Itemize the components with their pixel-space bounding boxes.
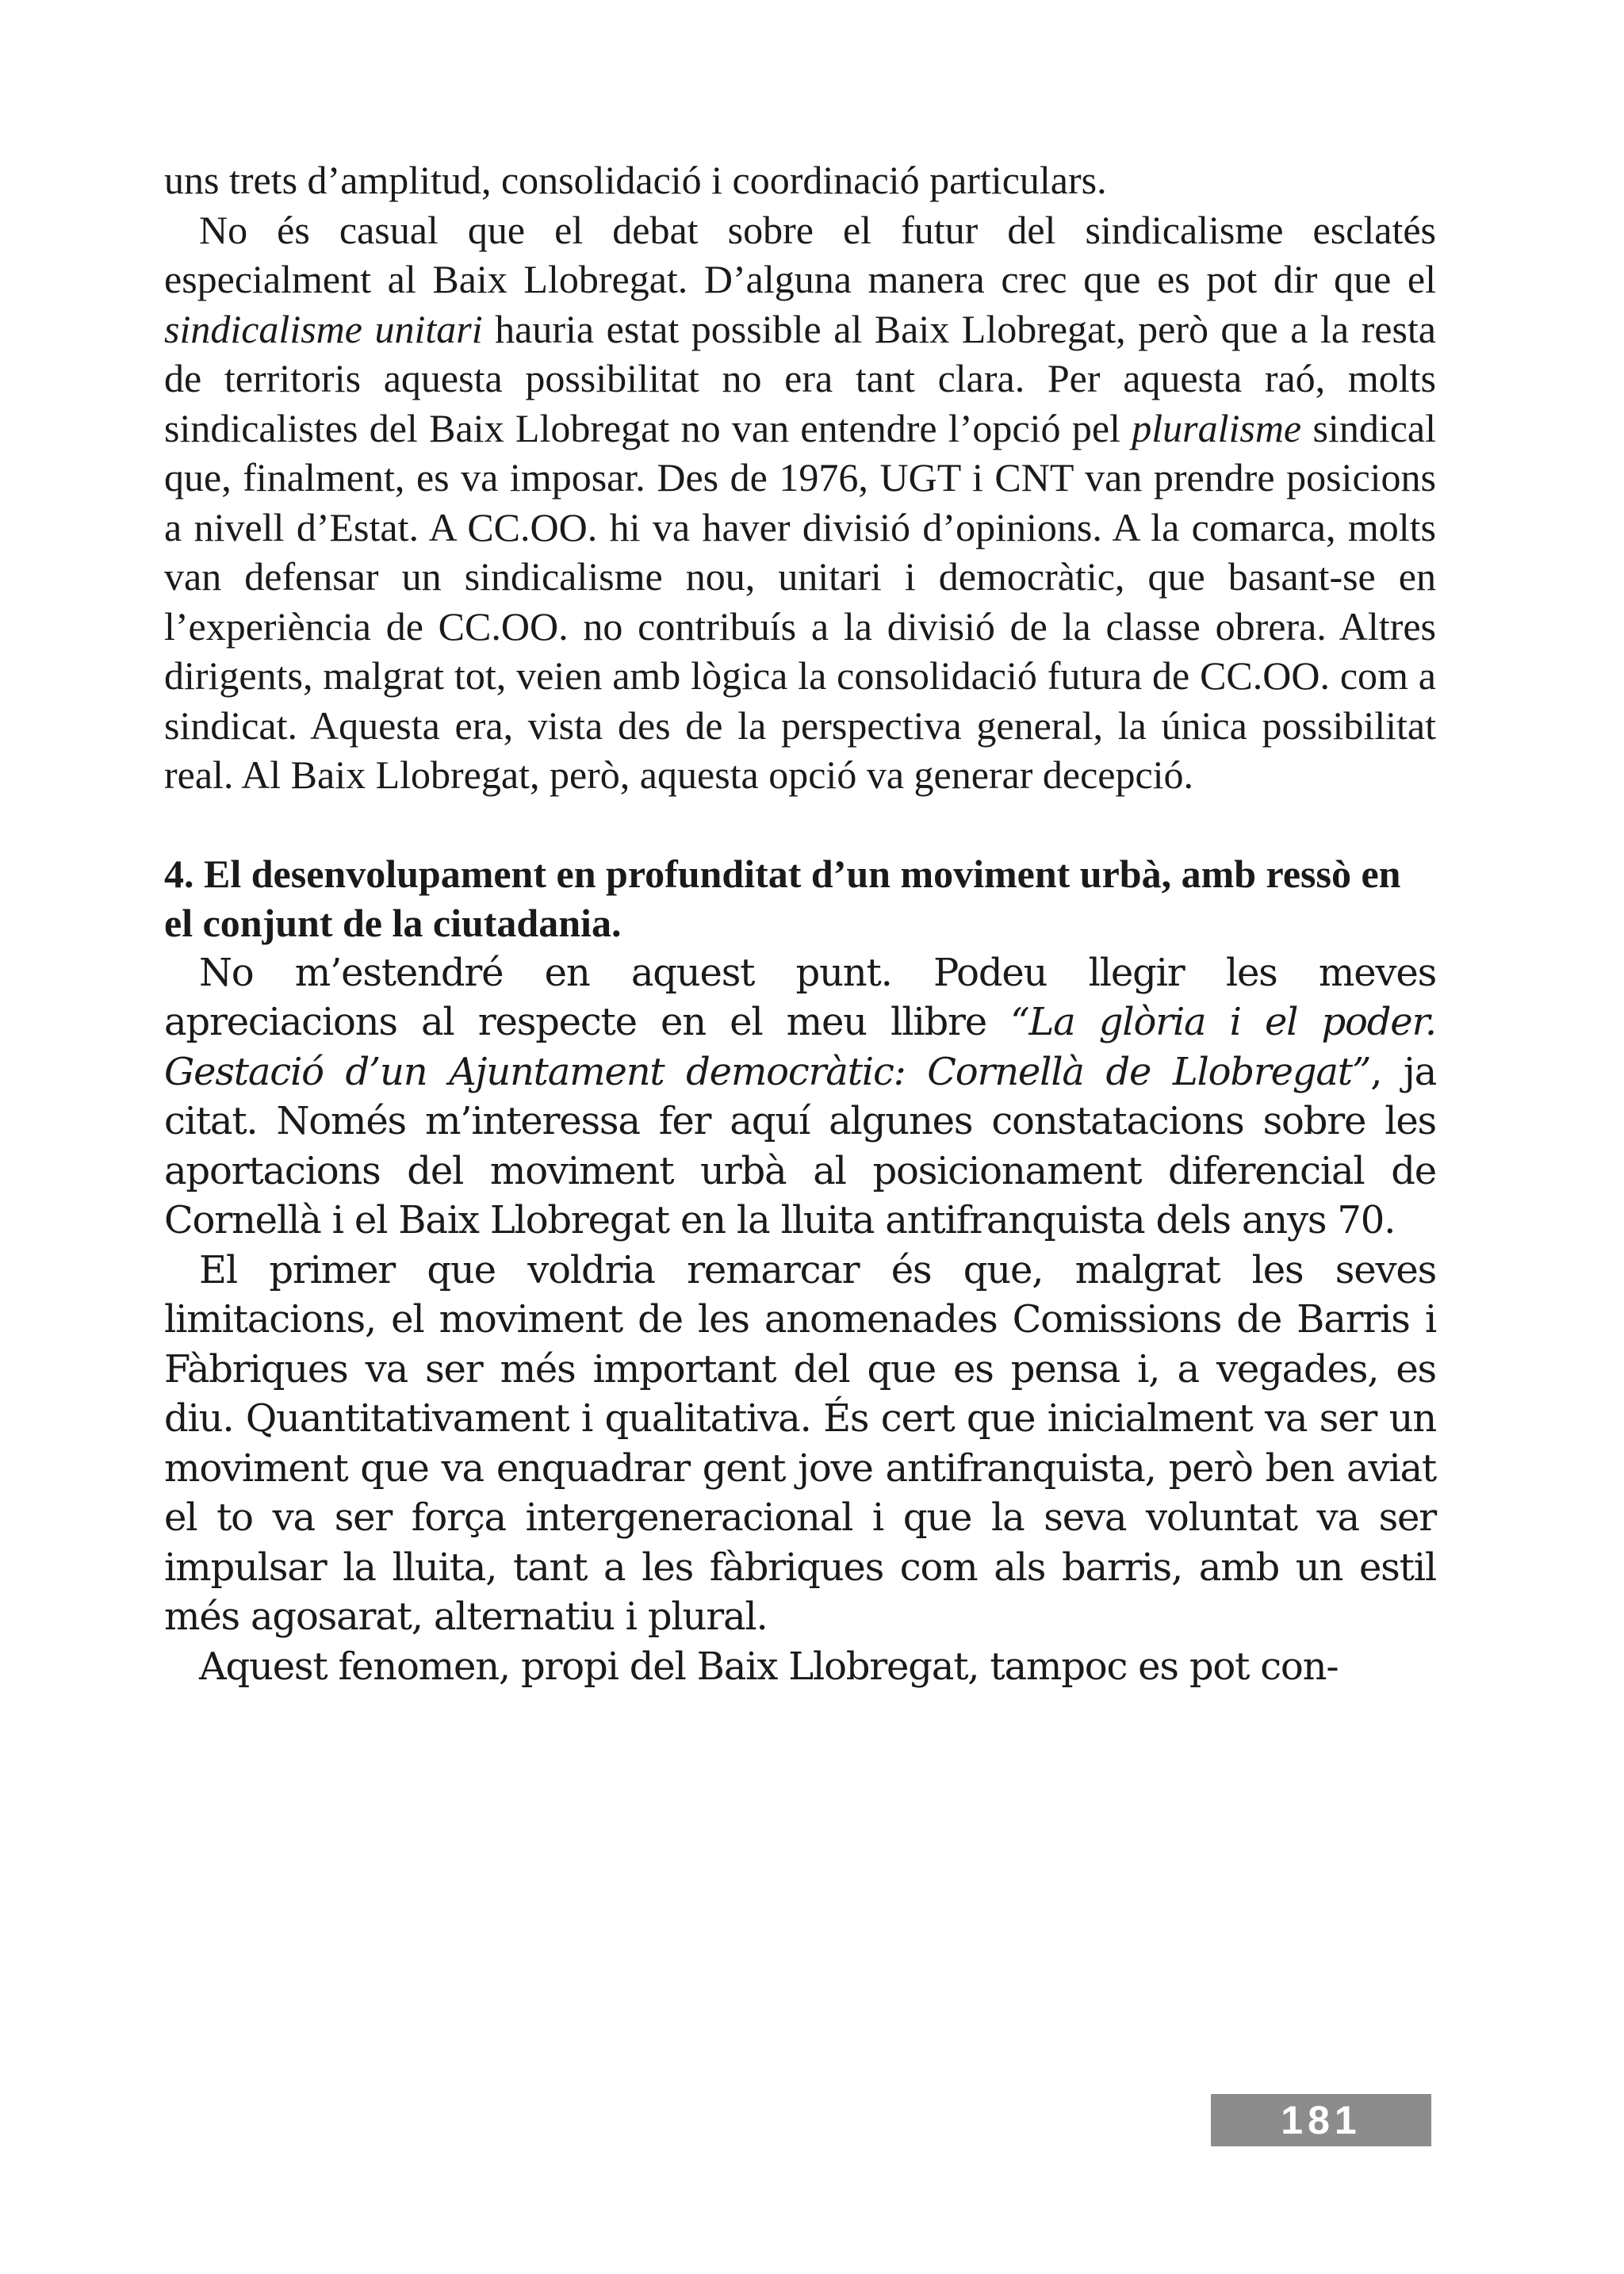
paragraph xyxy=(164,155,1436,205)
section-3-text xyxy=(164,155,1436,800)
paragraph xyxy=(164,1642,1436,1692)
italic-text: sindicalisme unitari xyxy=(164,306,483,351)
text-run: Aquest fenomen, propi del Baix Llobregat, tampoc es pot con- xyxy=(199,1644,1339,1689)
text-run: sindical que, finalment, es va imposar. Des de 1976, UGT i CNT van prendre posicions a nivell d’Estat. A CC.OO. hi va haver divisió d’opinions. A la comarca, molts van defensar un sindicalisme nou, unitari i democràtic, que basant-se en l’experiència de CC.OO. no contribuís a la divisió de la classe obrera. Altres dirigents, malgrat tot, veien amb lògica la consolidació futura de CC.OO. com a sindicat. Aquesta era, vista des de la perspectiva general, la única possibilitat real. Al Baix Llobregat, però, aquesta opció va generar decepció. xyxy=(164,405,1436,797)
paragraph xyxy=(164,205,1436,800)
paragraph xyxy=(164,948,1436,1246)
section-4-text xyxy=(164,948,1436,1692)
text-run: uns trets d’amplitud, consolidació i coordinació particulars. xyxy=(164,158,1107,202)
paragraph xyxy=(164,1246,1436,1642)
text-run: hauria estat possible al Baix Llobregat, però que a la resta de territoris aquesta possibilitat no era tant clara. Per aquesta raó, molts sindicalistes del Baix Llobregat no van entendre l’opció pel xyxy=(164,306,1436,450)
spacer xyxy=(164,800,1436,849)
text-run: No m’estendré en aquest punt. Podeu llegir les meves apreciacions al respecte en el meu llibre xyxy=(164,950,1436,1044)
page-number: 181 xyxy=(1211,2094,1431,2146)
italic-text: pluralisme xyxy=(1132,405,1302,450)
text-run: No és casual que el debat sobre el futur del sindicalisme esclatés especialment al Baix Llobregat. D’alguna manera crec que es pot dir que el xyxy=(164,207,1436,301)
italic-text: “La glòria i el poder. Gestació d’un Ajuntament democràtic: Cornellà de Llobregat” xyxy=(164,1000,1436,1094)
text-run: , ja citat. Només m’interessa fer aquí algunes constatacions sobre les aportacions del moviment urbà al posicionament diferencial de Cornellà i el Baix Llobregat en la lluita antifranquista dels anys 70. xyxy=(164,1049,1437,1242)
page-body xyxy=(164,155,1436,1691)
section-heading: 4. El desenvolupament en profunditat d’un moviment urbà, amb ressò en el conjunt de la ciutadania. xyxy=(164,851,1401,945)
text-run: El primer que voldria remarcar és que, malgrat les seves limitacions, el moviment de les anomenades Comissions de Barris i Fàbriques va ser més important del que es pensa i, a vegades, es diu. Quantitativament i qualitativa. És cert que inicialment va ser un moviment que va enquadrar gent jove antifranquista, però ben aviat el to va ser força intergeneracional i que la seva voluntat va ser impulsar la lluita, tant a les fàbriques com als barris, amb un estil més agosarat, alternatiu i plural. xyxy=(164,1247,1436,1639)
